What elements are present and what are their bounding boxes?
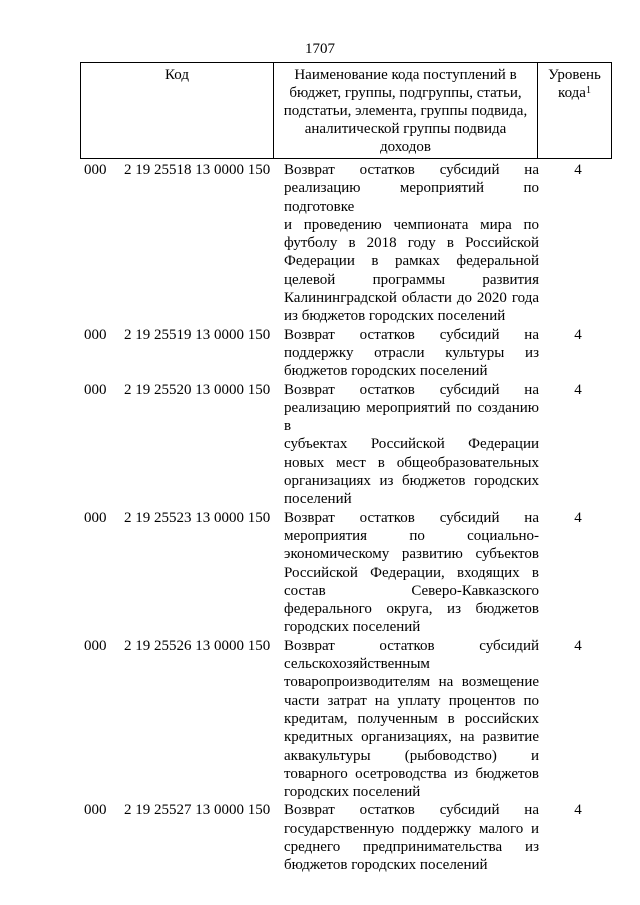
row-income-code: 2 19 25520 13 0000 150	[124, 381, 271, 398]
row-name-line: федерального округа, из бюджетов	[284, 601, 539, 618]
row-name-line: поселений	[284, 491, 352, 508]
row-admin-code: 000	[84, 381, 107, 398]
row-name-line: Возврат остатков субсидий	[284, 637, 539, 654]
row-admin-code: 000	[84, 326, 107, 343]
header-level-line2	[542, 84, 607, 102]
header-name	[274, 63, 538, 159]
table-row	[82, 326, 612, 381]
row-level: 4	[574, 162, 582, 178]
row-name-line: субъектах Российской Федерации	[284, 436, 539, 453]
row-name-line: и проведению чемпионата мира по	[284, 216, 539, 233]
header-name-line: подстатьи, элемента, группы подвида,	[283, 103, 528, 119]
row-name	[284, 381, 539, 509]
row-name	[284, 326, 539, 381]
table-row	[82, 637, 612, 802]
row-income-code: 2 19 25526 13 0000 150	[124, 637, 271, 654]
row-name-line: Возврат остатков субсидий на	[284, 802, 539, 819]
row-admin-code: 000	[84, 509, 107, 526]
header-code: Код	[81, 63, 274, 159]
row-name	[284, 509, 539, 637]
table-header	[80, 62, 612, 159]
row-name-line: кредитных организациях, на развитие	[284, 729, 539, 746]
row-name-line: Российской Федерации, входящих в	[284, 564, 539, 581]
row-name-line: новых мест в общеобразовательных	[284, 454, 539, 471]
row-name-line: футболу в 2018 году в Российской	[284, 235, 539, 252]
header-name-line: аналитической группы подвида доходов	[304, 121, 507, 155]
header-level-text: кода	[558, 85, 586, 101]
row-name-line: из бюджетов городских поселений	[284, 308, 506, 325]
row-name-line: целевой программы развития	[284, 271, 539, 288]
row-name-line: городских поселений	[284, 784, 421, 801]
row-name-line: реализацию мероприятий по созданию в	[284, 399, 539, 435]
row-name-line: аквакультуры (рыбоводство) и	[284, 747, 539, 764]
row-level: 4	[574, 381, 582, 398]
row-name-line: товарного осетроводства из бюджетов	[284, 765, 539, 782]
row-name	[284, 637, 539, 802]
row-name-line: Федерации в рамках федеральной	[284, 253, 539, 270]
row-name-line: части затрат на уплату процентов по	[284, 692, 539, 709]
row-name-line: мероприятия по социально-	[284, 527, 539, 544]
row-income-code: 2 19 25523 13 0000 150	[124, 509, 271, 526]
row-name-line: организациях из бюджетов городских	[284, 473, 539, 490]
page-number: 1707	[305, 41, 335, 57]
row-admin-code: 000	[84, 162, 107, 178]
row-name-line: товаропроизводителям на возмещение	[284, 674, 539, 691]
table-row	[82, 381, 612, 509]
row-name-line: бюджетов городских поселений	[284, 857, 488, 874]
header-name-line: бюджет, группы, подгруппы, статьи,	[289, 85, 522, 101]
row-admin-code: 000	[84, 637, 107, 654]
row-name-line: Возврат остатков субсидий на	[284, 162, 539, 178]
row-name-line: бюджетов городских поселений	[284, 363, 488, 380]
table-row	[82, 161, 612, 326]
row-level: 4	[574, 637, 582, 654]
row-admin-code: 000	[84, 802, 107, 819]
row-level: 4	[574, 802, 582, 819]
row-name	[284, 161, 539, 326]
row-level: 4	[574, 509, 582, 526]
table-row	[82, 801, 612, 874]
header-level	[538, 63, 612, 159]
row-name-line: среднего предпринимательства из	[284, 838, 539, 855]
row-name-line: сельскохозяйственным	[284, 656, 430, 673]
footnote-marker: 1	[585, 85, 591, 96]
row-name-line: состав Северо-Кавказского	[284, 582, 539, 599]
row-level: 4	[574, 326, 582, 343]
rows-container	[82, 161, 612, 875]
row-name-line: кредитам, полученным в российских	[284, 710, 539, 727]
header-level-line1: Уровень	[548, 67, 601, 83]
row-income-code: 2 19 25527 13 0000 150	[124, 802, 271, 819]
row-income-code: 2 19 25519 13 0000 150	[124, 326, 271, 343]
row-name-line: реализацию мероприятий по подготовке	[284, 180, 539, 215]
row-name-line: городских поселений	[284, 619, 421, 636]
row-name	[284, 801, 539, 874]
row-name-line: государственную поддержку малого и	[284, 820, 539, 837]
row-name-line: экономическому развитию субъектов	[284, 546, 539, 563]
row-name-line: поддержку отрасли культуры из	[284, 344, 539, 361]
row-name-line: Возврат остатков субсидий на	[284, 326, 539, 343]
row-name-line: Возврат остатков субсидий на	[284, 381, 539, 398]
row-income-code: 2 19 25518 13 0000 150	[124, 162, 271, 178]
header-name-line: Наименование кода поступлений в	[294, 67, 517, 83]
row-name-line: Калининградской области до 2020 года	[284, 290, 539, 307]
table-row	[82, 509, 612, 637]
row-name-line: Возврат остатков субсидий на	[284, 509, 539, 526]
